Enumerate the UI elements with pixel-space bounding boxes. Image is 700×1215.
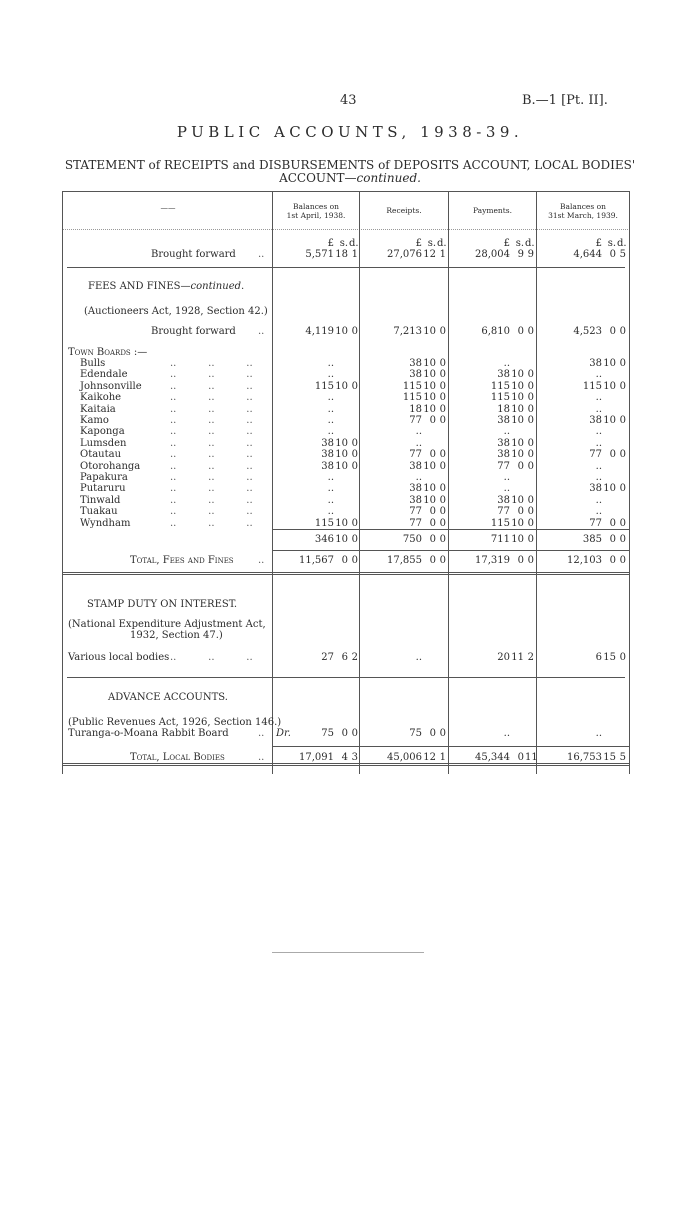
debit-prefix: Dr. (276, 728, 291, 739)
pounds-value: 38 (497, 437, 510, 449)
shillings-value: 10 (511, 437, 524, 449)
pence-value: 0 (527, 380, 534, 392)
pence-value: 0 (619, 415, 626, 426)
pence-value: 0 (439, 494, 446, 506)
brought-forward-label: Brought forward (151, 249, 236, 260)
shillings-value: 0 (429, 555, 436, 566)
pounds-value: 38 (497, 449, 510, 461)
pounds-value: .. (327, 494, 334, 506)
pence-unit: d. (349, 238, 359, 249)
pounds-value: .. (595, 369, 602, 381)
shillings-value: 10 (511, 415, 524, 426)
pounds-value: .. (595, 506, 602, 518)
town-board-name: Edendale (80, 369, 128, 381)
pence-value: 0 (439, 517, 446, 529)
pounds-value: .. (595, 472, 602, 483)
pence-value: 0 (619, 517, 626, 529)
pence-value: 0 (527, 437, 534, 449)
town-board-name: Lumsden (80, 437, 127, 449)
pence-value: 0 (527, 449, 534, 461)
pence-value: 0 (439, 326, 446, 337)
pence-value: 0 (527, 326, 534, 337)
pounds-value: 750 (402, 534, 422, 545)
pence-value: 1 (351, 249, 358, 260)
pence-value: 0 (439, 483, 446, 495)
accounts-table: —— Balances on 1st April, 1938. Receipts. Payments. Balances on 31st March, 1939. £ s. d. £ s. d. £ s. d. £ s. d. 5,571 18 1 27,076 12 1 28,004 9 9 4,644 0 5 4,119 10 0 7,213 10 0 6,810 0 0 4,523 0 0 Bulls .. .. .. .. 38 10 0 .. 38 10 0 Edendale .. .. .. .. 38 10 0 38 10 0 .. Johnsonville .. .. .. 115 10 0 115 10 0 115 10 0 115 10 0 Kaikohe .. .. .. .. 115 10 0 115 10 0 .. Kaitaia .. .. .. .. 18 10 0 18 10 0 .. Kamo .. .. .. .. 77 0 0 38 10 0 38 10 0 Kaponga .. .. .. .. .. .. .. Lumsden .. .. .. 38 10 0 .. 38 10 0 .. Otautau .. .. .. 38 10 0 77 0 0 38 10 0 77 0 0 Otorohanga .. .. .. 38 10 0 38 10 0 77 0 0 .. Papakura .. .. .. .. .. .. .. Putaruru .. .. .. .. 38 10 0 .. 38 10 0 Tinwald .. .. .. .. 38 10 0 38 10 0 .. Tuakau .. .. .. .. 77 0 0 77 0 0 .. Wyndham .. .. .. 115 10 0 77 0 0 115 10 0 77 0 0 346 10 0 750 0 0 711 10 0 385 0 0 11,567 0 0 17,855 0 0 17,319 0 0 12,103 0 0 27 6 2 .. 20 11 2 6 15 0 75 0 0 75 0 0 .. .. 17,091 4 3 45,006 12 1 45,344 0 11 16,753 15 5 Brought forward FEES AND FINES—continued. (Auctioneers Act, 1928, Section 42.) Brought forward Town Boards :— Total, Fees and Fines STAMP DUTY ON INTEREST. (National Expenditure Adjustment Act, 1932, Section 47.) Various local bodies ADVANCE ACCOUNTS. (Public Revenues Act, 1926, Section 146.) Turanga-o-Moana Rabbit Board Dr. Total, Local Bodies .. .. .. .. .. .. .. .. (62, 191, 630, 774)
shillings-value: 10 (603, 483, 616, 495)
pounds-value: 38 (321, 460, 334, 472)
pence-value: 0 (619, 358, 626, 369)
shillings-unit: s. (515, 238, 524, 249)
shillings-value: 4 (341, 752, 348, 763)
shillings-value: 0 (429, 728, 436, 739)
shillings-value: 10 (423, 483, 436, 495)
pounds-value: 18 (497, 403, 510, 415)
pounds-value: 38 (409, 483, 422, 495)
pounds-value: 45,006 (387, 752, 422, 763)
receipts-header: Receipts. (386, 206, 422, 215)
pence-value: 0 (439, 449, 446, 461)
shillings-value: 10 (423, 392, 436, 404)
shillings-value: 18 (335, 249, 348, 260)
pence-value: 0 (527, 506, 534, 518)
shillings-value: 10 (511, 380, 524, 392)
pounds-value: 38 (497, 369, 510, 381)
pence-value: 0 (439, 369, 446, 381)
shillings-value: 0 (609, 534, 616, 545)
shillings-value: 0 (341, 555, 348, 566)
shillings-value: 15 (603, 752, 616, 763)
label-column-header: —— (160, 203, 176, 212)
pence-value: 0 (527, 517, 534, 529)
pence-value: 0 (439, 534, 446, 545)
town-board-name: Tuakau (80, 506, 118, 518)
pence-value: 1 (439, 249, 446, 260)
pounds-value: 38 (409, 358, 422, 369)
pence-value: 0 (527, 534, 534, 545)
stamp-act-line1: (National Expenditure Adjustment Act, (68, 619, 266, 630)
rabbit-board-label: Turanga-o-Moana Rabbit Board (68, 728, 229, 739)
pounds-value: .. (415, 426, 422, 438)
statement-subtitle: ACCOUNT—continued. (279, 171, 421, 185)
pounds-value: 38 (497, 494, 510, 506)
grand-total-label: Total, Local Bodies (130, 752, 225, 763)
pence-value: 5 (619, 752, 626, 763)
pence-unit: d. (617, 238, 627, 249)
pence-value: 0 (619, 326, 626, 337)
opening-balance-header: Balances on 1st April, 1938. (286, 202, 346, 220)
shillings-value: 10 (335, 437, 348, 449)
pounds-value: 711 (490, 534, 510, 545)
pence-value: 0 (351, 449, 358, 461)
pence-value: 0 (439, 380, 446, 392)
pounds-value: 6 (595, 652, 602, 663)
page-number: 43 (340, 93, 357, 108)
shillings-value: 10 (511, 494, 524, 506)
pence-value: 0 (351, 326, 358, 337)
shillings-value: 10 (511, 517, 524, 529)
pounds-value: .. (327, 415, 334, 426)
pounds-value: .. (327, 403, 334, 415)
pounds-value: 77 (409, 506, 422, 518)
pounds-value: 115 (490, 517, 510, 529)
pounds-value: 17,319 (475, 555, 510, 566)
shillings-value: 10 (423, 460, 436, 472)
shillings-value: 10 (423, 369, 436, 381)
shillings-value: 10 (511, 403, 524, 415)
pounds-value: 38 (589, 483, 602, 495)
pounds-value: 17,855 (387, 555, 422, 566)
pence-value: 0 (439, 460, 446, 472)
shillings-unit: s. (339, 238, 348, 249)
shillings-value: 0 (429, 517, 436, 529)
shillings-value: 0 (517, 555, 524, 566)
pounds-value: 27,076 (387, 249, 422, 260)
shillings-value: 6 (341, 652, 348, 663)
pounds-value: 38 (409, 460, 422, 472)
pence-value: 2 (527, 652, 534, 663)
shillings-value: 10 (335, 517, 348, 529)
pounds-value: 16,753 (567, 752, 602, 763)
pounds-value: 7,213 (393, 326, 422, 337)
shillings-value: 12 (423, 752, 436, 763)
shillings-value: 10 (511, 369, 524, 381)
pounds-value: 38 (497, 415, 510, 426)
pence-value: 0 (439, 358, 446, 369)
shillings-value: 12 (423, 249, 436, 260)
pence-value: 0 (439, 506, 446, 518)
pounds-value: .. (595, 460, 602, 472)
shillings-value: 10 (335, 449, 348, 461)
pounds-value: 27 (321, 652, 334, 663)
pence-value: 0 (619, 555, 626, 566)
town-board-name: Papakura (80, 472, 128, 483)
pounds-value: 38 (321, 449, 334, 461)
shillings-unit: s. (607, 238, 616, 249)
shillings-value: 10 (423, 494, 436, 506)
pounds-value: 38 (321, 437, 334, 449)
pounds-value: 4,523 (573, 326, 602, 337)
pounds-value: .. (415, 437, 422, 449)
shillings-value: 10 (423, 380, 436, 392)
pounds-value: .. (327, 483, 334, 495)
pounds-value: 4,119 (305, 326, 334, 337)
pounds-value: .. (415, 472, 422, 483)
shillings-value: 0 (517, 460, 524, 472)
pounds-value: .. (415, 652, 422, 663)
pence-value: 5 (619, 249, 626, 260)
advance-section-heading: ADVANCE ACCOUNTS. (108, 692, 228, 703)
shillings-value: 0 (517, 506, 524, 518)
pounds-value: .. (595, 494, 602, 506)
pounds-value: .. (595, 426, 602, 438)
shillings-value: 0 (609, 517, 616, 529)
pounds-value: 6,810 (481, 326, 510, 337)
pence-value: 0 (619, 534, 626, 545)
pounds-value: 38 (409, 369, 422, 381)
pence-value: 0 (439, 555, 446, 566)
shillings-value: 9 (517, 249, 524, 260)
shillings-value: 10 (511, 449, 524, 461)
pence-value: 0 (527, 460, 534, 472)
pounds-value: 115 (490, 380, 510, 392)
pence-value: 0 (527, 392, 534, 404)
pounds-value: 77 (589, 517, 602, 529)
pounds-value: .. (327, 426, 334, 438)
pounds-value: .. (595, 437, 602, 449)
stamp-section-heading: STAMP DUTY ON INTEREST. (87, 599, 238, 610)
shillings-value: 11 (511, 652, 524, 663)
fees-act-reference: (Auctioneers Act, 1928, Section 42.) (84, 306, 268, 317)
shillings-value: 0 (341, 728, 348, 739)
shillings-value: 10 (335, 460, 348, 472)
town-board-name: Otorohanga (80, 460, 141, 472)
pounds-value: 17,091 (299, 752, 334, 763)
shillings-value: 0 (609, 249, 616, 260)
total-fees-label: Total, Fees and Fines (130, 555, 234, 566)
pounds-value: 11,567 (299, 555, 334, 566)
payments-header: Payments. (472, 206, 513, 215)
fees-brought-forward-label: Brought forward (151, 326, 236, 337)
pounds-value: 12,103 (567, 555, 602, 566)
pence-value: 2 (351, 652, 358, 663)
shillings-value: 0 (609, 326, 616, 337)
pounds-value: 77 (409, 449, 422, 461)
pounds-value: .. (503, 426, 510, 438)
pence-value: 0 (527, 494, 534, 506)
shillings-value: 0 (429, 449, 436, 461)
pence-value: 0 (351, 437, 358, 449)
town-board-name: Tinwald (80, 494, 121, 506)
pounds-value: 115 (314, 380, 334, 392)
shillings-value: 10 (335, 534, 348, 545)
shillings-unit: s. (427, 238, 436, 249)
pounds-unit: £ (415, 238, 422, 249)
pounds-value: 77 (497, 460, 510, 472)
pounds-value: .. (595, 392, 602, 404)
pounds-value: 115 (314, 517, 334, 529)
pence-value: 0 (619, 652, 626, 663)
shillings-value: 0 (609, 449, 616, 461)
pounds-value: .. (595, 728, 602, 739)
pence-value: 0 (619, 380, 626, 392)
pence-value: 0 (351, 728, 358, 739)
pence-value: 0 (619, 483, 626, 495)
pence-value: 0 (351, 555, 358, 566)
shillings-value: 0 (429, 415, 436, 426)
shillings-value: 0 (609, 555, 616, 566)
pounds-value: 75 (409, 728, 422, 739)
shillings-value: 0 (517, 752, 524, 763)
pounds-value: .. (327, 506, 334, 518)
pounds-value: .. (503, 728, 510, 739)
footer-rule (272, 952, 424, 953)
pence-unit: d. (525, 238, 535, 249)
pence-value: 9 (527, 249, 534, 260)
document-reference: B.—1 [Pt. II]. (522, 93, 608, 108)
town-boards-heading: Town Boards :— (68, 347, 148, 358)
pounds-value: 5,571 (305, 249, 334, 260)
pounds-value: 75 (321, 728, 334, 739)
shillings-value: 10 (511, 534, 524, 545)
pounds-value: 45,344 (475, 752, 510, 763)
closing-balance-header: Balances on 31st March, 1939. (548, 202, 618, 220)
pence-value: 0 (351, 517, 358, 529)
pence-value: 3 (351, 752, 358, 763)
town-board-name: Johnsonville (80, 380, 142, 392)
pounds-unit: £ (503, 238, 510, 249)
shillings-value: 0 (517, 326, 524, 337)
pounds-value: 77 (409, 415, 422, 426)
pence-unit: d. (437, 238, 447, 249)
page-title: PUBLIC ACCOUNTS, 1938-39. (176, 123, 524, 141)
pounds-value: .. (327, 472, 334, 483)
pence-value: 0 (439, 728, 446, 739)
pence-value: 0 (527, 369, 534, 381)
pounds-value: 18 (409, 403, 422, 415)
pounds-value: .. (327, 369, 334, 381)
pounds-unit: £ (595, 238, 602, 249)
town-board-name: Kaikohe (80, 392, 122, 404)
pounds-value: 20 (497, 652, 510, 663)
pence-value: 0 (351, 534, 358, 545)
pounds-value: 4,644 (573, 249, 602, 260)
shillings-value: 10 (603, 358, 616, 369)
pence-value: 11 (525, 752, 538, 763)
statement-title: STATEMENT of RECEIPTS and DISBURSEMENTS of DEPOSITS ACCOUNT, LOCAL BODIES' (64, 158, 636, 172)
pence-value: 0 (527, 555, 534, 566)
town-board-name: Otautau (80, 449, 122, 461)
shillings-value: 10 (603, 415, 616, 426)
pence-value: 0 (527, 403, 534, 415)
shillings-value: 10 (423, 358, 436, 369)
town-board-name: Kaponga (80, 426, 125, 438)
pounds-value: .. (595, 403, 602, 415)
pounds-value: 38 (589, 415, 602, 426)
shillings-value: 0 (429, 506, 436, 518)
stamp-act-line2: 1932, Section 47.) (130, 630, 223, 641)
shillings-value: 10 (423, 326, 436, 337)
shillings-value: 15 (603, 652, 616, 663)
town-board-name: Wyndham (80, 517, 131, 529)
pounds-value: 38 (409, 494, 422, 506)
various-local-bodies-label: Various local bodies (68, 652, 170, 663)
pounds-value: 38 (589, 358, 602, 369)
pounds-value: 115 (582, 380, 602, 392)
town-board-name: Kamo (80, 415, 109, 426)
advance-act-reference: (Public Revenues Act, 1926, Section 146.) (68, 717, 282, 728)
pence-value: 0 (351, 380, 358, 392)
pounds-value: .. (327, 358, 334, 369)
pounds-value: 77 (497, 506, 510, 518)
pounds-value: 115 (402, 380, 422, 392)
shillings-value: 10 (511, 392, 524, 404)
town-board-name: Putaruru (80, 483, 126, 495)
pounds-value: 385 (582, 534, 602, 545)
shillings-value: 10 (603, 380, 616, 392)
pounds-value: .. (503, 472, 510, 483)
pounds-unit: £ (327, 238, 334, 249)
fees-section-heading: FEES AND FINES—continued. (88, 281, 245, 292)
pounds-value: 115 (402, 392, 422, 404)
pence-value: 0 (439, 403, 446, 415)
pounds-value: 77 (589, 449, 602, 461)
shillings-value: 10 (335, 326, 348, 337)
shillings-value: 0 (429, 534, 436, 545)
shillings-value: 10 (423, 403, 436, 415)
shillings-value: 10 (335, 380, 348, 392)
pence-value: 0 (439, 415, 446, 426)
pence-value: 0 (527, 415, 534, 426)
pounds-value: 346 (314, 534, 334, 545)
pounds-value: .. (503, 483, 510, 495)
town-board-name: Bulls (80, 358, 106, 369)
pounds-value: .. (503, 358, 510, 369)
pounds-value: 115 (490, 392, 510, 404)
pounds-value: 77 (409, 517, 422, 529)
pence-value: 0 (619, 449, 626, 461)
pence-value: 0 (439, 392, 446, 404)
pounds-value: .. (327, 392, 334, 404)
town-board-name: Kaitaia (80, 403, 116, 415)
pence-value: 1 (439, 752, 446, 763)
pence-value: 0 (351, 460, 358, 472)
pounds-value: 28,004 (475, 249, 510, 260)
